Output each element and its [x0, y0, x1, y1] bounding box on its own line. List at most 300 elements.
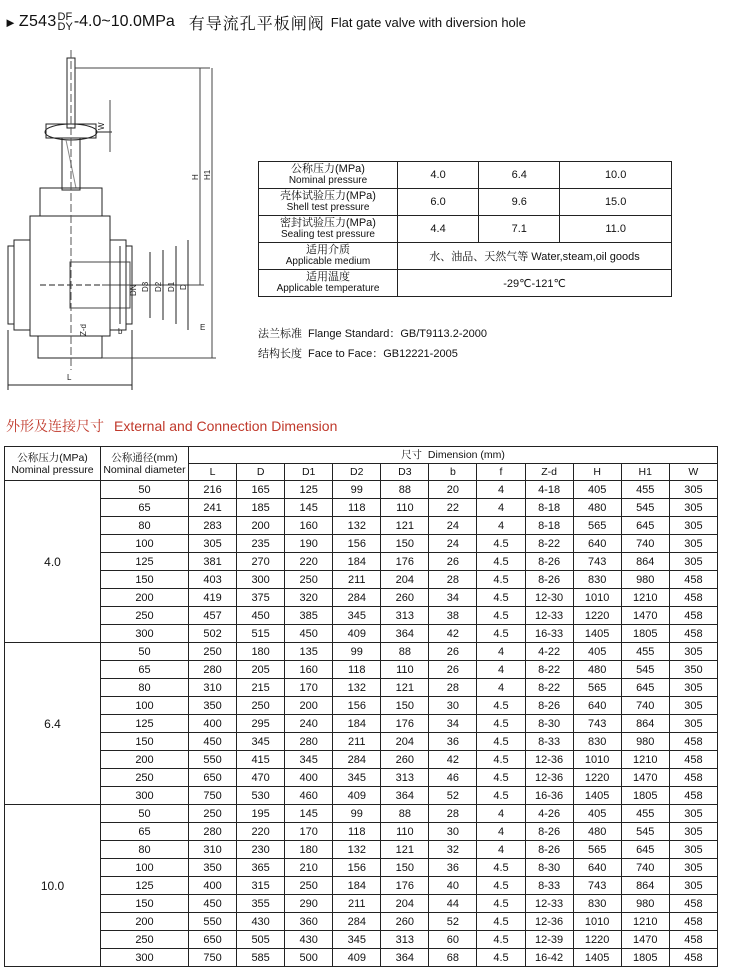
dimension-cell: 121 [381, 517, 429, 535]
dimension-cell: 38 [429, 607, 477, 625]
dimension-cell: 1805 [621, 625, 669, 643]
dimension-cell: 545 [621, 499, 669, 517]
dimension-cell: 650 [189, 931, 237, 949]
dimension-cell: 12-33 [525, 607, 573, 625]
table-row [5, 517, 718, 535]
dimension-cell: 400 [189, 877, 237, 895]
dimension-cell: 458 [669, 931, 717, 949]
table-row [5, 895, 718, 913]
dimension-cell: 42 [429, 751, 477, 769]
dimension-cell: 458 [669, 895, 717, 913]
dimension-cell: 16-36 [525, 787, 573, 805]
dimension-cell: 42 [429, 625, 477, 643]
dimension-cell: 4.5 [477, 751, 525, 769]
dimension-cell: 12-36 [525, 751, 573, 769]
table-row [5, 625, 718, 643]
dimension-cell: 156 [333, 859, 381, 877]
dimension-cell: 26 [429, 661, 477, 679]
dimension-cell: 4.5 [477, 715, 525, 733]
nominal-diameter-cell: 125 [101, 715, 189, 733]
dimension-cell: 419 [189, 589, 237, 607]
dimension-cell: 545 [621, 661, 669, 679]
dimension-cell: 36 [429, 733, 477, 751]
dimension-cell: 184 [333, 715, 381, 733]
dimension-cell: 409 [333, 787, 381, 805]
dimension-cell: 8-18 [525, 517, 573, 535]
dimension-cell: 460 [285, 787, 333, 805]
dimension-cell: 305 [669, 877, 717, 895]
dimension-cell: 409 [333, 949, 381, 967]
dimension-cell: 170 [285, 679, 333, 697]
dimension-cell: 500 [285, 949, 333, 967]
nominal-diameter-cell: 100 [101, 859, 189, 877]
dimension-cell: 132 [333, 679, 381, 697]
table-row [5, 535, 718, 553]
dimension-cell: 4.5 [477, 877, 525, 895]
table-row [5, 841, 718, 859]
dim-label-h: H [191, 174, 200, 180]
dimension-cell: 32 [429, 841, 477, 859]
dimension-cell: 8-22 [525, 535, 573, 553]
column-header: D [237, 464, 285, 481]
dimension-cell: 4.5 [477, 787, 525, 805]
dimension-cell: 160 [285, 517, 333, 535]
dimension-cell: 8-33 [525, 877, 573, 895]
dimension-cell: 118 [333, 499, 381, 517]
dim-label-h1: H1 [203, 169, 212, 180]
dimension-cell: 450 [237, 607, 285, 625]
spec-row-applicable-temperature: 适用温度 Applicable temperature -29℃-121℃ [259, 270, 672, 297]
dimension-cell: 270 [237, 553, 285, 571]
spec-row-applicable-medium: 适用介质 Applicable medium 水、油品、天然气等 Water,steam,oil goods [259, 243, 672, 270]
dimension-cell: 458 [669, 589, 717, 607]
dimension-cell: 20 [429, 481, 477, 499]
dimension-cell: 200 [237, 517, 285, 535]
dimension-cell: 121 [381, 841, 429, 859]
table-row [5, 589, 718, 607]
dimension-cell: 1470 [621, 931, 669, 949]
dimension-cell: 8-22 [525, 679, 573, 697]
dimension-cell: 345 [285, 751, 333, 769]
title-en: Flat gate valve with diversion hole [330, 14, 526, 30]
dimension-cell: 241 [189, 499, 237, 517]
dim-label-e: E [200, 323, 206, 332]
dimension-cell: 345 [333, 931, 381, 949]
dimension-cell: 375 [237, 589, 285, 607]
dimension-cell: 220 [285, 553, 333, 571]
dimension-cell: 310 [189, 679, 237, 697]
dimension-cell: 350 [669, 661, 717, 679]
dimension-cell: 170 [285, 823, 333, 841]
table-row [5, 499, 718, 517]
nominal-diameter-cell: 300 [101, 949, 189, 967]
dimension-cell: 505 [237, 931, 285, 949]
dimension-cell: 1220 [573, 931, 621, 949]
dimension-cell: 260 [381, 589, 429, 607]
dimension-cell: 145 [285, 805, 333, 823]
title-cn: 有导流孔平板闸阀 [188, 15, 325, 33]
dimension-cell: 4 [477, 661, 525, 679]
dimension-cell: 132 [333, 841, 381, 859]
nominal-diameter-cell: 150 [101, 895, 189, 913]
nominal-diameter-cell: 150 [101, 733, 189, 751]
dimension-cell: 110 [381, 661, 429, 679]
dimension-cell: 345 [333, 769, 381, 787]
dimension-cell: 260 [381, 913, 429, 931]
table-row [5, 733, 718, 751]
column-header: D1 [285, 464, 333, 481]
dimension-cell: 290 [285, 895, 333, 913]
dimension-cell: 4 [477, 841, 525, 859]
nominal-diameter-cell: 200 [101, 589, 189, 607]
dimension-cell: 132 [333, 517, 381, 535]
table-row [5, 643, 718, 661]
table-row [5, 949, 718, 967]
dimension-cell: 230 [237, 841, 285, 859]
dimension-cell: 458 [669, 751, 717, 769]
nominal-diameter-cell: 250 [101, 769, 189, 787]
spec-row-shell-test-pressure: 壳体试验压力(MPa) Shell test pressure 6.0 9.6 15.0 [259, 189, 672, 216]
dimension-cell: 750 [189, 787, 237, 805]
nominal-diameter-cell: 200 [101, 913, 189, 931]
dimension-cell: 12-36 [525, 769, 573, 787]
dimension-cell: 1210 [621, 589, 669, 607]
dimension-cell: 284 [333, 913, 381, 931]
column-header: W [669, 464, 717, 481]
spec-row-nominal-pressure: 公称压力(MPa) Nominal pressure 4.0 6.4 10.0 [259, 162, 672, 189]
pressure-group-cell: 10.0 [5, 805, 101, 967]
dimension-cell: 458 [669, 733, 717, 751]
dimension-cell: 315 [237, 877, 285, 895]
dimension-cell: 185 [237, 499, 285, 517]
dimension-cell: 28 [429, 679, 477, 697]
table-row [5, 859, 718, 877]
dimension-cell: 156 [333, 535, 381, 553]
dimension-cell: 458 [669, 571, 717, 589]
dimension-cell: 204 [381, 571, 429, 589]
dimension-cell: 40 [429, 877, 477, 895]
dimension-cell: 640 [573, 859, 621, 877]
dimension-cell: 216 [189, 481, 237, 499]
dimension-cell: 210 [285, 859, 333, 877]
dimension-cell: 12-36 [525, 913, 573, 931]
column-header: H [573, 464, 621, 481]
dimension-cell: 22 [429, 499, 477, 517]
dimension-cell: 110 [381, 499, 429, 517]
dimension-cell: 364 [381, 625, 429, 643]
dimension-cell: 450 [189, 895, 237, 913]
dimension-cell: 743 [573, 553, 621, 571]
face-to-face-standard: 结构长度 Face to Face：GB12221-2005 [258, 348, 458, 360]
dimension-cell: 645 [621, 517, 669, 535]
dimension-cell: 88 [381, 805, 429, 823]
dimension-cell: 8-26 [525, 841, 573, 859]
dimension-cell: 830 [573, 895, 621, 913]
dimension-cell: 260 [381, 751, 429, 769]
dimension-cell: 470 [237, 769, 285, 787]
dimension-cell: 405 [573, 643, 621, 661]
dimension-cell: 34 [429, 589, 477, 607]
dimension-cell: 160 [285, 661, 333, 679]
dimension-cell: 455 [621, 481, 669, 499]
dim-label-d: D [179, 284, 188, 290]
spec-table [258, 161, 672, 297]
dimension-cell: 30 [429, 823, 477, 841]
dim-label-w: W [97, 122, 106, 130]
dimension-cell: 4 [477, 823, 525, 841]
dimension-cell: 457 [189, 607, 237, 625]
dimension-cell: 830 [573, 571, 621, 589]
model-sub: DY [57, 21, 73, 33]
dimension-cell: 4.5 [477, 625, 525, 643]
dimension-cell: 430 [237, 913, 285, 931]
dimension-cell: 545 [621, 823, 669, 841]
dimension-cell: 52 [429, 787, 477, 805]
dimension-cell: 4.5 [477, 769, 525, 787]
page-title [4, 8, 526, 36]
dimension-cell: 300 [237, 571, 285, 589]
dimension-cell: 350 [189, 859, 237, 877]
dimension-cell: 8-18 [525, 499, 573, 517]
column-header: L [189, 464, 237, 481]
pressure-group-cell: 6.4 [5, 643, 101, 805]
dimension-cell: 305 [189, 535, 237, 553]
dimension-cell: 313 [381, 607, 429, 625]
nominal-diameter-cell: 80 [101, 517, 189, 535]
dimension-cell: 313 [381, 769, 429, 787]
column-header: H1 [621, 464, 669, 481]
dimension-cell: 4.5 [477, 931, 525, 949]
dimension-cell: 458 [669, 607, 717, 625]
dimension-cell: 4 [477, 481, 525, 499]
dimension-cell: 30 [429, 697, 477, 715]
dimension-cell: 26 [429, 643, 477, 661]
dimension-cell: 480 [573, 823, 621, 841]
dimension-cell: 405 [573, 481, 621, 499]
header-nominal-pressure: 公称压力(MPa) Nominal pressure [5, 447, 101, 481]
dimension-cell: 864 [621, 553, 669, 571]
table-row [5, 607, 718, 625]
dimension-cell: 195 [237, 805, 285, 823]
dim-header-row-1 [5, 447, 718, 464]
section-title: 外形及连接尺寸 External and Connection Dimension [6, 418, 338, 434]
dimension-cell: 180 [237, 643, 285, 661]
nominal-diameter-cell: 200 [101, 751, 189, 769]
dimension-cell: 1220 [573, 769, 621, 787]
dimension-cell: 305 [669, 841, 717, 859]
dimension-cell: 250 [189, 805, 237, 823]
dimension-cell: 8-30 [525, 715, 573, 733]
dimension-cell: 12-39 [525, 931, 573, 949]
dimension-cell: 1405 [573, 787, 621, 805]
nominal-diameter-cell: 100 [101, 697, 189, 715]
dimension-cell: 743 [573, 715, 621, 733]
dimension-cell: 305 [669, 553, 717, 571]
triangle-marker-icon: ► [4, 14, 17, 30]
dimension-cell: 1010 [573, 913, 621, 931]
dimension-cell: 645 [621, 679, 669, 697]
dimension-cell: 4.5 [477, 697, 525, 715]
dimension-cell: 211 [333, 895, 381, 913]
dimension-cell: 184 [333, 553, 381, 571]
dimension-cell: 284 [333, 589, 381, 607]
dimension-cell: 250 [285, 877, 333, 895]
dimension-cell: 455 [621, 805, 669, 823]
dimension-cell: 180 [285, 841, 333, 859]
dimension-cell: 125 [285, 481, 333, 499]
nominal-diameter-cell: 100 [101, 535, 189, 553]
dimension-cell: 550 [189, 751, 237, 769]
dimension-cell: 405 [573, 805, 621, 823]
dimension-cell: 4 [477, 517, 525, 535]
dimension-cell: 1805 [621, 949, 669, 967]
dimension-table [4, 446, 718, 967]
dimension-cell: 305 [669, 823, 717, 841]
dimension-cell: 455 [621, 643, 669, 661]
dimension-cell: 515 [237, 625, 285, 643]
dimension-cell: 550 [189, 913, 237, 931]
dimension-cell: 28 [429, 805, 477, 823]
dimension-cell: 305 [669, 481, 717, 499]
dimension-cell: 283 [189, 517, 237, 535]
dimension-cell: 284 [333, 751, 381, 769]
table-row [5, 481, 718, 499]
dimension-cell: 1210 [621, 751, 669, 769]
dimension-cell: 1805 [621, 787, 669, 805]
table-row [5, 787, 718, 805]
dimension-cell: 381 [189, 553, 237, 571]
dimension-cell: 99 [333, 481, 381, 499]
model-sup: DF [57, 11, 73, 23]
table-row [5, 805, 718, 823]
column-header: D2 [333, 464, 381, 481]
dimension-cell: 8-22 [525, 661, 573, 679]
dimension-cell: 360 [285, 913, 333, 931]
nominal-diameter-cell: 250 [101, 607, 189, 625]
dimension-cell: 88 [381, 481, 429, 499]
table-row [5, 751, 718, 769]
dimension-cell: 16-33 [525, 625, 573, 643]
dimension-cell: 205 [237, 661, 285, 679]
dimension-cell: 458 [669, 625, 717, 643]
dimension-cell: 150 [381, 535, 429, 553]
table-row [5, 679, 718, 697]
dimension-cell: 176 [381, 715, 429, 733]
nominal-diameter-cell: 150 [101, 571, 189, 589]
dimension-cell: 4.5 [477, 535, 525, 553]
nominal-diameter-cell: 300 [101, 625, 189, 643]
nominal-diameter-cell: 125 [101, 877, 189, 895]
table-row [5, 553, 718, 571]
dimension-cell: 145 [285, 499, 333, 517]
dimension-cell: 980 [621, 895, 669, 913]
nominal-diameter-cell: 50 [101, 481, 189, 499]
dimension-cell: 135 [285, 643, 333, 661]
dimension-cell: 8-33 [525, 733, 573, 751]
model-sup-sub [58, 12, 73, 32]
dimension-cell: 458 [669, 769, 717, 787]
dimension-cell: 52 [429, 913, 477, 931]
column-header: Z-d [525, 464, 573, 481]
dim-label-d1: D1 [167, 281, 176, 292]
dim-label-zd: Z-d [79, 324, 88, 336]
dimension-cell: 355 [237, 895, 285, 913]
dimension-cell: 350 [189, 697, 237, 715]
dimension-cell: 204 [381, 895, 429, 913]
table-row [5, 697, 718, 715]
dimension-cell: 34 [429, 715, 477, 733]
table-row [5, 823, 718, 841]
dimension-cell: 305 [669, 535, 717, 553]
dimension-cell: 740 [621, 859, 669, 877]
table-row [5, 769, 718, 787]
dimension-cell: 409 [333, 625, 381, 643]
dimension-cell: 280 [285, 733, 333, 751]
dimension-cell: 165 [237, 481, 285, 499]
dimension-cell: 502 [189, 625, 237, 643]
dimension-cell: 400 [189, 715, 237, 733]
dimension-cell: 740 [621, 535, 669, 553]
dimension-cell: 200 [285, 697, 333, 715]
dimension-cell: 4.5 [477, 571, 525, 589]
dimension-cell: 1405 [573, 625, 621, 643]
dimension-cell: 305 [669, 499, 717, 517]
dimension-cell: 1010 [573, 751, 621, 769]
dimension-cell: 250 [285, 571, 333, 589]
dimension-cell: 640 [573, 697, 621, 715]
dimension-cell: 364 [381, 949, 429, 967]
dimension-cell: 458 [669, 949, 717, 967]
dimension-cell: 211 [333, 571, 381, 589]
dimension-cell: 415 [237, 751, 285, 769]
dimension-cell: 640 [573, 535, 621, 553]
dimension-cell: 565 [573, 679, 621, 697]
dimension-cell: 530 [237, 787, 285, 805]
column-header: f [477, 464, 525, 481]
dimension-cell: 403 [189, 571, 237, 589]
dimension-cell: 4 [477, 499, 525, 517]
dimension-cell: 480 [573, 499, 621, 517]
dimension-cell: 458 [669, 787, 717, 805]
nominal-diameter-cell: 65 [101, 823, 189, 841]
dim-label-b: b [118, 327, 123, 336]
spec-row-sealing-test-pressure: 密封试验压力(MPa) Sealing test pressure 4.4 7.1 11.0 [259, 216, 672, 243]
dimension-cell: 4.5 [477, 913, 525, 931]
dimension-cell: 4-18 [525, 481, 573, 499]
flange-standard: 法兰标准 Flange Standard：GB/T9113.2-2000 [258, 328, 487, 340]
nominal-diameter-cell: 125 [101, 553, 189, 571]
pressure-group-cell: 4.0 [5, 481, 101, 643]
dimension-cell: 150 [381, 859, 429, 877]
dimension-cell: 364 [381, 787, 429, 805]
dimension-cell: 8-26 [525, 697, 573, 715]
dimension-cell: 450 [285, 625, 333, 643]
dim-label-l: L [67, 373, 72, 382]
table-row [5, 913, 718, 931]
dimension-cell: 480 [573, 661, 621, 679]
header-dimension: 尺寸 Dimension (mm) [189, 447, 718, 464]
dimension-cell: 4-22 [525, 643, 573, 661]
dimension-cell: 4 [477, 805, 525, 823]
dimension-cell: 305 [669, 517, 717, 535]
dimension-cell: 4.5 [477, 607, 525, 625]
dimension-cell: 365 [237, 859, 285, 877]
dimension-cell: 4.5 [477, 895, 525, 913]
dimension-cell: 88 [381, 643, 429, 661]
dimension-cell: 458 [669, 913, 717, 931]
dimension-cell: 12-30 [525, 589, 573, 607]
dimension-cell: 60 [429, 931, 477, 949]
